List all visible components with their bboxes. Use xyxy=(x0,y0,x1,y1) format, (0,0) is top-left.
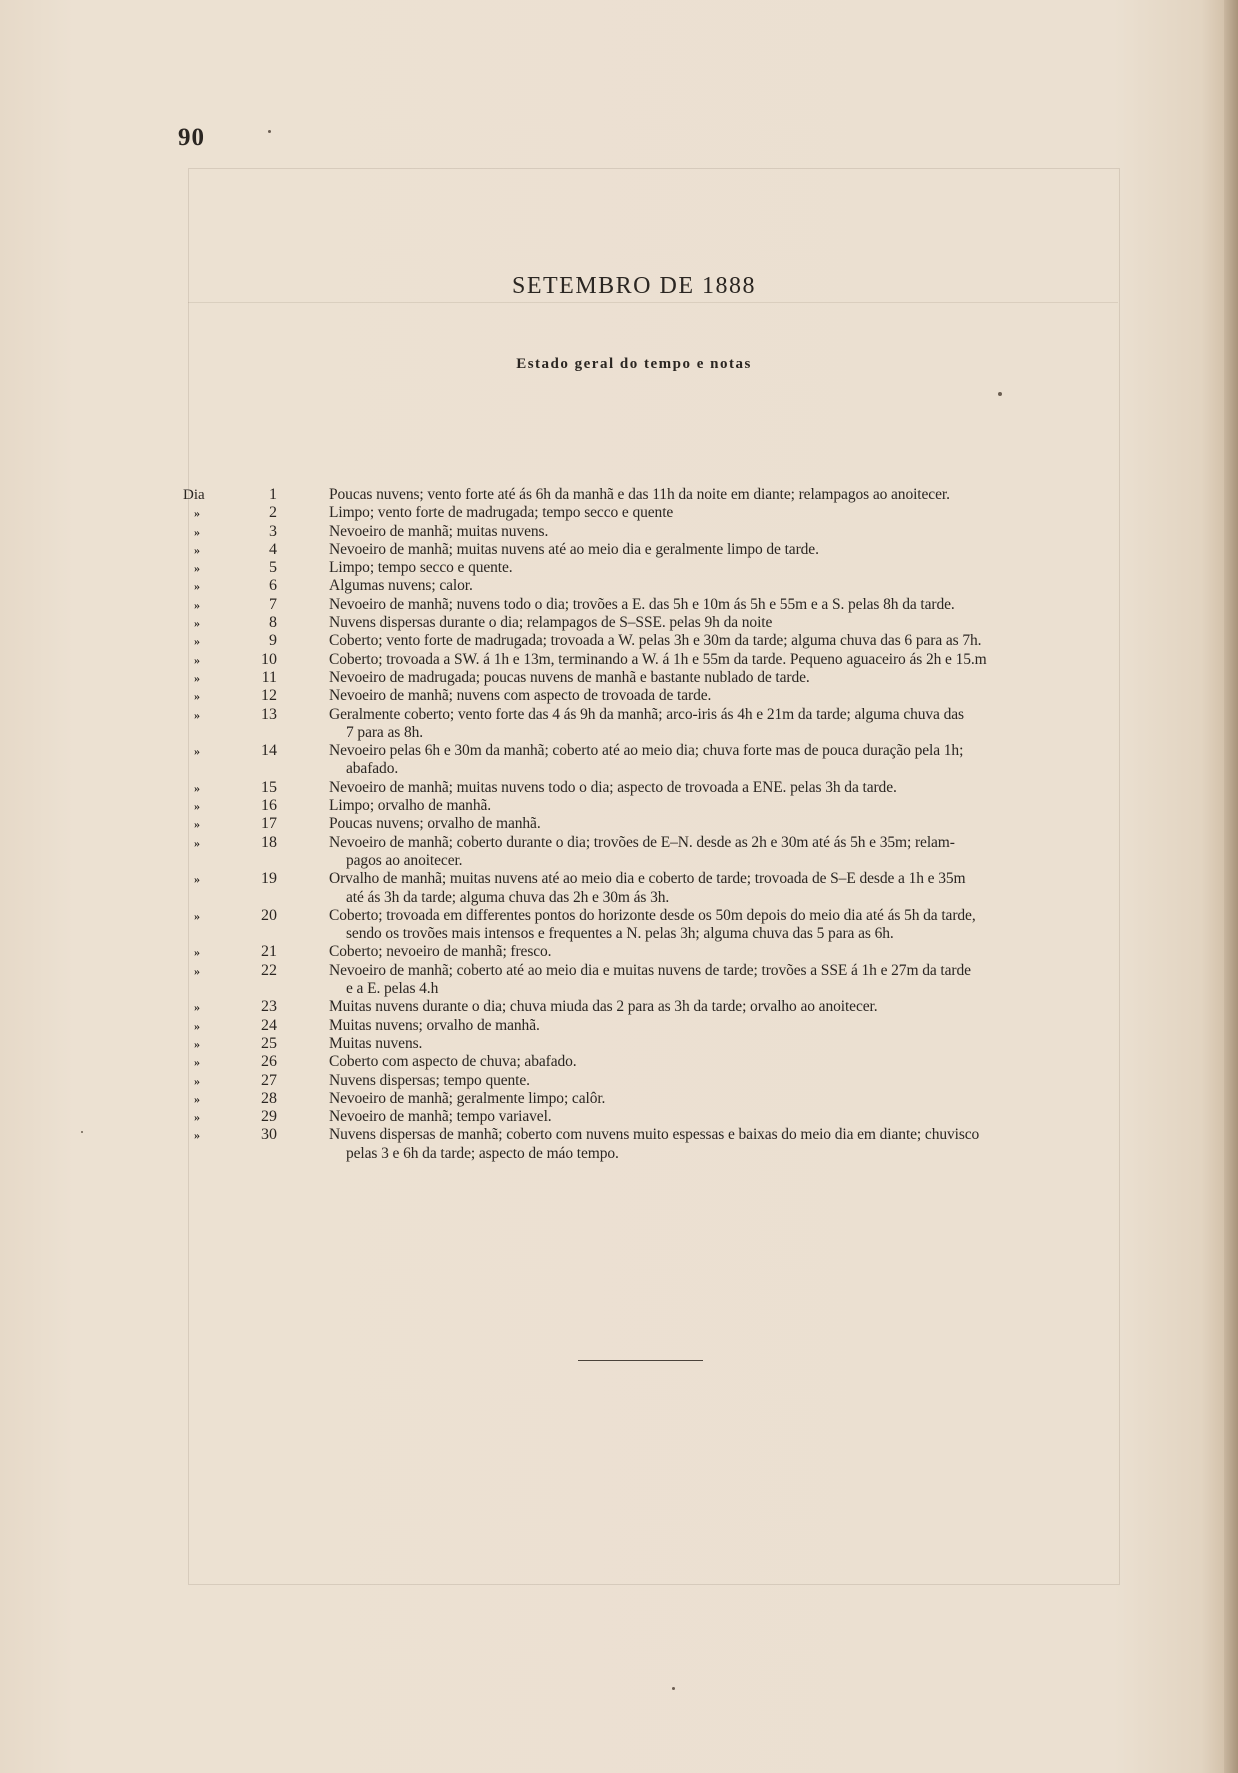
note-row xyxy=(0,559,1238,577)
ditto-mark: » xyxy=(194,1128,200,1143)
ditto-mark: » xyxy=(194,1000,200,1015)
weather-note xyxy=(329,797,1125,815)
page-number: 90 xyxy=(178,124,205,151)
day-number: 25 xyxy=(261,1034,277,1052)
day-number: 22 xyxy=(261,961,277,979)
note-continuation-line: pagos ao anoitecer. xyxy=(346,851,463,869)
weather-note xyxy=(329,559,1125,577)
weather-note xyxy=(329,614,1125,632)
ditto-mark: » xyxy=(194,1091,200,1106)
note-line: Nuvens dispersas; tempo quente. xyxy=(329,1071,530,1089)
weather-note xyxy=(329,486,1125,504)
note-line: Coberto com aspecto de chuva; abafado. xyxy=(329,1053,577,1071)
weather-note xyxy=(329,1108,1125,1126)
note-line: Nevoeiro de manhã; muitas nuvens. xyxy=(329,522,549,540)
ditto-mark: » xyxy=(194,561,200,576)
note-continuation-line: sendo os trovões mais intensos e frequentes a N. pelas 3h; alguma chuva das 5 para as 6h. xyxy=(346,925,894,943)
ditto-mark: » xyxy=(194,1073,200,1088)
note-line: Nevoeiro de manhã; muitas nuvens até ao meio dia e geralmente limpo de tarde. xyxy=(329,540,819,558)
note-row xyxy=(0,907,1238,944)
note-row xyxy=(0,797,1238,815)
ditto-mark: » xyxy=(194,579,200,594)
note-row xyxy=(0,523,1238,541)
note-line: Nevoeiro de manhã; geralmente limpo; calôr. xyxy=(329,1089,606,1107)
weather-notes-list xyxy=(0,486,1238,1163)
day-label: Dia xyxy=(183,487,205,503)
weather-note xyxy=(329,651,1125,669)
note-line: Nuvens dispersas de manhã; coberto com nuvens muito espessas e baixas do meio dia em diante; chuvisco xyxy=(329,1126,980,1144)
note-row xyxy=(0,1090,1238,1108)
ditto-mark: » xyxy=(194,616,200,631)
day-number: 10 xyxy=(261,650,277,668)
note-row xyxy=(0,943,1238,961)
note-line: Nevoeiro de manhã; coberto durante o dia; trovões de E–N. desde as 2h e 30m até ás 5h e 35m; relam- xyxy=(329,833,955,851)
note-row xyxy=(0,834,1238,871)
note-row xyxy=(0,815,1238,833)
ditto-mark: » xyxy=(194,1036,200,1051)
ditto-mark: » xyxy=(194,506,200,521)
ditto-mark: » xyxy=(194,963,200,978)
note-continuation-line: pelas 3 e 6h da tarde; aspecto de máo tempo. xyxy=(346,1144,619,1162)
weather-note xyxy=(329,596,1125,614)
note-row xyxy=(0,1108,1238,1126)
note-line: Nevoeiro de manhã; coberto até ao meio dia e muitas nuvens de tarde; trovões a SSE á 1h e 27m da tarde xyxy=(329,961,971,979)
weather-note xyxy=(329,998,1125,1016)
ditto-mark: » xyxy=(194,1018,200,1033)
weather-note xyxy=(329,815,1125,833)
ditto-mark: » xyxy=(194,1055,200,1070)
day-number: 27 xyxy=(261,1071,277,1089)
note-line: Muitas nuvens. xyxy=(329,1034,423,1052)
day-number: 18 xyxy=(261,833,277,851)
weather-note xyxy=(329,779,1125,797)
day-number: 13 xyxy=(261,705,277,723)
weather-note xyxy=(329,907,1125,944)
day-number: 6 xyxy=(269,577,277,595)
ink-speck xyxy=(268,130,271,133)
day-number: 5 xyxy=(269,559,277,577)
note-line: Poucas nuvens; vento forte até ás 6h da manhã e das 11h da noite em diante; relampagos ao anoitecer. xyxy=(329,486,950,503)
ditto-mark: » xyxy=(194,542,200,557)
day-number: 26 xyxy=(261,1053,277,1071)
note-line: Nevoeiro de manhã; nuvens com aspecto de trovoada de tarde. xyxy=(329,687,712,705)
weather-note xyxy=(329,962,1125,999)
note-line: Muitas nuvens durante o dia; chuva miuda das 2 para as 3h da tarde; orvalho ao anoitecer. xyxy=(329,998,878,1016)
day-number: 12 xyxy=(261,687,277,705)
day-number: 2 xyxy=(269,504,277,522)
day-number: 8 xyxy=(269,614,277,632)
note-row xyxy=(0,998,1238,1016)
ditto-mark: » xyxy=(194,817,200,832)
ditto-mark: » xyxy=(194,707,200,722)
note-continuation-line: 7 para as 8h. xyxy=(346,723,424,741)
note-line: Limpo; vento forte de madrugada; tempo secco e quente xyxy=(329,504,674,522)
page-title: SETEMBRO DE 1888 xyxy=(511,273,756,299)
ditto-mark: » xyxy=(194,908,200,923)
day-number: 16 xyxy=(261,797,277,815)
note-line: Coberto; vento forte de madrugada; trovoada a W. pelas 3h e 30m da tarde; alguma chuva das 6 para as 7h. xyxy=(329,632,982,650)
weather-note xyxy=(329,1072,1125,1090)
note-row xyxy=(0,1017,1238,1035)
note-row xyxy=(0,779,1238,797)
note-row xyxy=(0,706,1238,743)
weather-note xyxy=(329,943,1125,961)
day-number: 21 xyxy=(261,943,277,961)
closing-rule xyxy=(578,1360,703,1361)
note-line: Limpo; tempo secco e quente. xyxy=(329,559,513,577)
weather-note xyxy=(329,742,1125,779)
ditto-mark: » xyxy=(194,634,200,649)
note-line: Nevoeiro de manhã; nuvens todo o dia; trovões a E. das 5h e 10m ás 5h e 55m e a S. pelas 8h da tarde. xyxy=(329,595,955,613)
note-row xyxy=(0,1053,1238,1071)
note-row xyxy=(0,541,1238,559)
day-number: 11 xyxy=(261,668,277,686)
note-line: Nevoeiro de madrugada; poucas nuvens de manhã e bastante nublado de tarde. xyxy=(329,668,810,686)
day-number: 20 xyxy=(261,906,277,924)
ditto-mark: » xyxy=(194,799,200,814)
note-row xyxy=(0,651,1238,669)
ditto-mark: » xyxy=(194,670,200,685)
note-line: Limpo; orvalho de manhã. xyxy=(329,797,492,815)
day-number: 17 xyxy=(261,815,277,833)
day-number: 4 xyxy=(269,540,277,558)
note-row xyxy=(0,596,1238,614)
weather-note xyxy=(329,706,1125,743)
note-line: Coberto; trovoada a SW. á 1h e 13m, terminando a W. á 1h e 55m da tarde. Pequeno aguaceiro ás 2h e 15.m xyxy=(329,650,987,668)
weather-note xyxy=(329,1090,1125,1108)
day-number: 24 xyxy=(261,1016,277,1034)
day-number: 9 xyxy=(269,632,277,650)
ditto-mark: » xyxy=(194,689,200,704)
note-line: Algumas nuvens; calor. xyxy=(329,577,473,595)
day-number: 14 xyxy=(261,742,277,760)
note-line: Nevoeiro de manhã; tempo variavel. xyxy=(329,1108,552,1126)
ditto-mark: » xyxy=(194,652,200,667)
day-number: 15 xyxy=(261,778,277,796)
weather-note xyxy=(329,1126,1125,1163)
note-continuation-line: abafado. xyxy=(346,760,399,778)
note-line: Nuvens dispersas durante o dia; relampagos de S–SSE. pelas 9h da noite xyxy=(329,614,773,632)
ink-speck xyxy=(998,392,1002,396)
note-row xyxy=(0,486,1238,504)
weather-note xyxy=(329,541,1125,559)
note-row xyxy=(0,577,1238,595)
weather-note xyxy=(329,632,1125,650)
note-line: Muitas nuvens; orvalho de manhã. xyxy=(329,1016,540,1034)
day-number: 1 xyxy=(269,486,277,503)
ditto-mark: » xyxy=(194,835,200,850)
weather-note xyxy=(329,834,1125,871)
note-row xyxy=(0,632,1238,650)
weather-note xyxy=(329,870,1125,907)
weather-note xyxy=(329,1053,1125,1071)
ditto-mark: » xyxy=(194,945,200,960)
ditto-mark: » xyxy=(194,1110,200,1125)
ink-speck xyxy=(81,1131,83,1133)
ditto-mark: » xyxy=(194,597,200,612)
note-line: Nevoeiro de manhã; muitas nuvens todo o dia; aspecto de trovoada a ENE. pelas 3h da tarde. xyxy=(329,778,897,796)
note-row xyxy=(0,504,1238,522)
day-number: 3 xyxy=(269,522,277,540)
note-line: Coberto; trovoada em differentes pontos do horizonte desde os 50m depois do meio dia até ás 5h da tarde, xyxy=(329,906,976,924)
note-row xyxy=(0,742,1238,779)
weather-note xyxy=(329,687,1125,705)
note-row xyxy=(0,962,1238,999)
day-number: 7 xyxy=(269,595,277,613)
note-line: Coberto; nevoeiro de manhã; fresco. xyxy=(329,943,552,961)
note-row xyxy=(0,1126,1238,1163)
weather-note xyxy=(329,523,1125,541)
day-number: 30 xyxy=(261,1126,277,1144)
ditto-mark: » xyxy=(194,780,200,795)
note-row xyxy=(0,870,1238,907)
weather-note xyxy=(329,1035,1125,1053)
weather-note xyxy=(329,504,1125,522)
note-continuation-line: e a E. pelas 4.h xyxy=(346,980,439,998)
note-line: Geralmente coberto; vento forte das 4 ás 9h da manhã; arco-iris ás 4h e 21m da tarde; alguma chuva das xyxy=(329,705,964,723)
note-line: Nevoeiro pelas 6h e 30m da manhã; coberto até ao meio dia; chuva forte mas de pouca duração pela 1h; xyxy=(329,742,964,760)
note-row xyxy=(0,669,1238,687)
day-number: 23 xyxy=(261,998,277,1016)
day-number: 19 xyxy=(261,870,277,888)
weather-note xyxy=(329,1017,1125,1035)
note-row xyxy=(0,687,1238,705)
weather-note xyxy=(329,669,1125,687)
note-row xyxy=(0,1035,1238,1053)
day-number: 29 xyxy=(261,1108,277,1126)
note-continuation-line: até ás 3h da tarde; alguma chuva das 2h e 30m ás 3h. xyxy=(346,888,670,906)
weather-note xyxy=(329,577,1125,595)
note-row xyxy=(0,614,1238,632)
ditto-mark: » xyxy=(194,524,200,539)
note-row xyxy=(0,1072,1238,1090)
bleed-through-rule xyxy=(188,302,1118,303)
section-subtitle: Estado geral do tempo e notas xyxy=(516,356,752,372)
ditto-mark: » xyxy=(194,872,200,887)
ditto-mark: » xyxy=(194,744,200,759)
day-number: 28 xyxy=(261,1089,277,1107)
note-line: Orvalho de manhã; muitas nuvens até ao meio dia e coberto de tarde; trovoada de S–E desde a 1h e 35m xyxy=(329,870,966,888)
ink-speck xyxy=(672,1687,675,1690)
note-line: Poucas nuvens; orvalho de manhã. xyxy=(329,815,541,833)
